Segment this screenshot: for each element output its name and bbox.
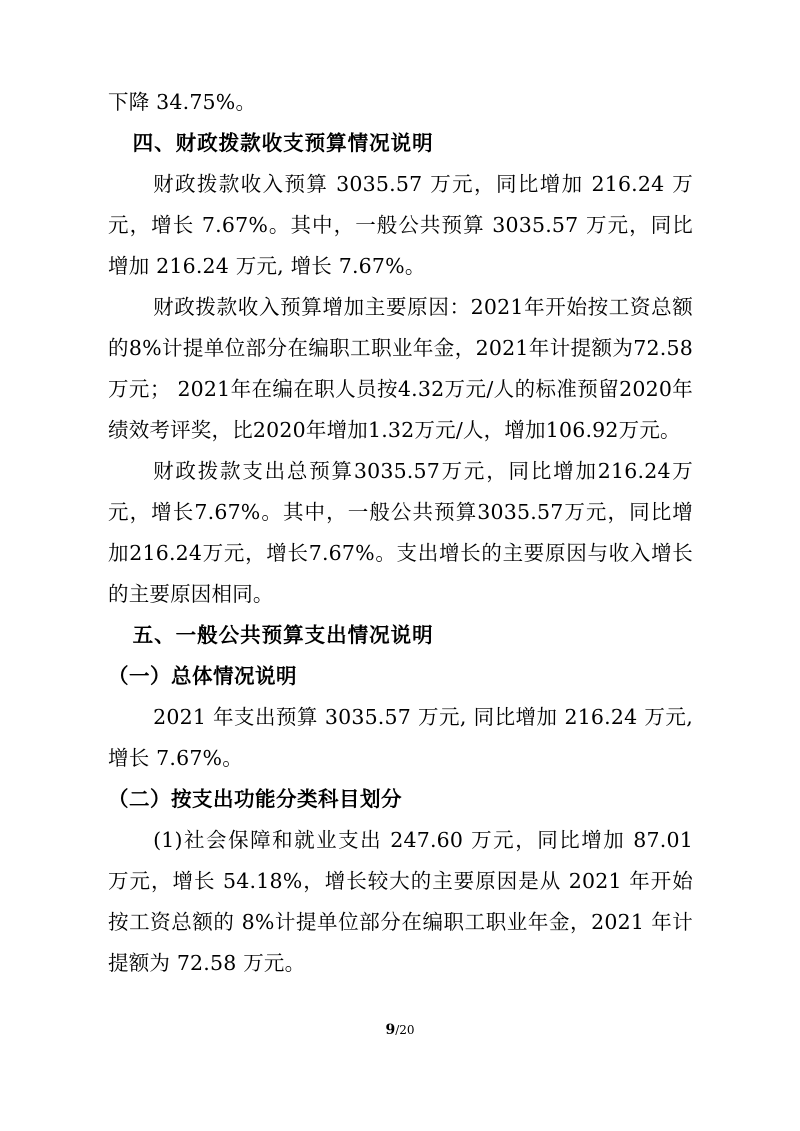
subheading-functional-classification: （二）按支出功能分类科目划分: [108, 787, 402, 811]
paragraph-fiscal-revenue-budget: 财政拨款收入预算 3035.57 万元，同比增加 216.24 万元，增长 7.67%。其中，一般公共预算 3035.57 万元，同比增加 216.24 万元, 增长 7.67%。: [108, 172, 693, 278]
page-number-total: 20: [399, 1023, 415, 1037]
page-number-current: 9: [385, 1022, 396, 1038]
paragraph-revenue-increase-reason: 财政拨款收入预算增加主要原因：2021年开始按工资总额的8%计提单位部分在编职工职业年金，2021年计提额为72.58万元； 2021年在编在职人员按4.32万元/人的标准预留2020年绩效考评奖，比2020年增加1.32万元/人，增加106.92万元。: [108, 295, 693, 442]
subheading-overall-situation: （一）总体情况说明: [108, 664, 297, 688]
page-footer: [0, 1022, 800, 1038]
paragraph-fiscal-expenditure-budget: 财政拨款支出总预算3035.57万元，同比增加216.24万元，增长7.67%。其中，一般公共预算3035.57万元，同比增加216.24万元，增长7.67%。支出增长的主要原因与收入增长的主要原因相同。: [108, 459, 693, 606]
paragraph-continuation: 下降 34.75%。: [108, 90, 257, 114]
paragraph-expenditure-total: 2021 年支出预算 3035.57 万元, 同比增加 216.24 万元, 增长 7.67%。: [108, 705, 693, 770]
document-body: [108, 82, 693, 984]
heading-section-five: 五、一般公共预算支出情况说明: [132, 623, 434, 647]
heading-section-four: 四、财政拨款收支预算情况说明: [132, 131, 434, 155]
paragraph-social-security-expenditure: (1)社会保障和就业支出 247.60 万元，同比增加 87.01 万元，增长 54.18%，增长较大的主要原因是从 2021 年开始按工资总额的 8%计提单位部分在编职工职业年金，2021 年计提额为 72.58 万元。: [108, 828, 693, 975]
page-number-separator: /: [395, 1023, 400, 1037]
